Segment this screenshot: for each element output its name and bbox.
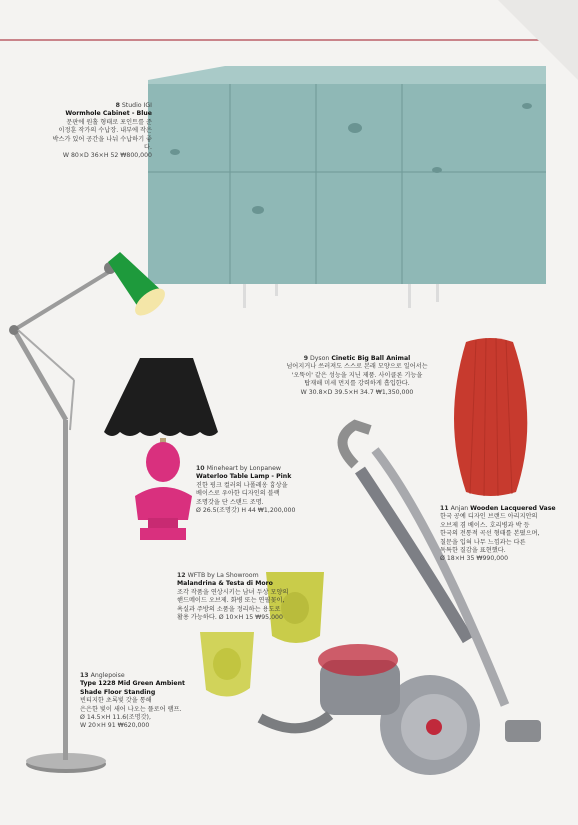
product-desc-line: 독특한 질감을 표현했다. [440,547,506,555]
caption-ceramic-heads [177,572,327,622]
product-desc-line: 박스가 있어 공간을 나눠 수납하기 좋다. [52,135,152,152]
product-spec: W 30.8×D 39.5×H 34.7 ₩1,350,000 [300,388,414,396]
product-desc-line: 핸드메이드 오브제. 화병 또는 연필꽂이, [177,597,285,605]
product-number: 8 [115,102,120,109]
product-name: Malandrina & Testa di Moro [177,580,273,588]
product-desc-line: 한국 공예 디자인 브랜드 아리지안의 [440,513,538,521]
caption-lacquered-vase [440,505,572,564]
product-number: 13 [80,672,89,679]
product-spec: Ø 26.5(조명갓) H 44 ₩1,200,000 [196,507,296,515]
product-desc-line: 오브제 겸 베이스. 호리병과 박 등 [440,521,530,529]
product-desc-line: 넘어지거나 쓰러져도 스스로 본래 모양으로 일어서는 [286,363,428,371]
product-desc-line: 진한 핑크 컬러의 나폴레옹 흉상을 [196,481,288,489]
caption-anglepoise-lamp [80,672,192,731]
product-name: Wormhole Cabinet - Blue [65,110,152,118]
product-number: 9 [303,355,309,362]
product-name: Wooden Lacquered Vase [470,505,556,512]
lacquered-vase-image [454,338,527,496]
product-desc-line: 베이스로 우아한 디자인의 블랙 [196,490,280,498]
product-spec: W 20×H 91 ₩620,000 [80,722,150,730]
product-desc-line: 조각 작품을 연상시키는 남녀 두상 모양의 [177,588,289,596]
product-desc-line: 이정훈 작가의 수납장. 내부에 작은 [58,127,152,135]
product-desc-line: 빈티지한 초록빛 갓을 통해 [80,697,152,705]
product-brand: Anjan [450,505,469,512]
product-brand: Dyson [310,355,330,362]
product-name: Cinetic Big Ball Animal [331,355,411,362]
product-desc-line: 한국의 전통적 곡선 형태를 본떴으며, [440,530,540,538]
product-name: Waterloo Table Lamp - Pink [196,473,292,481]
product-number: 10 [196,465,205,472]
product-number: 11 [440,505,449,512]
product-desc-line: 욕실과 주방의 소품을 정리하는 용도로 [177,605,281,613]
product-desc-line: 문판에 원홀 형태로 포인트를 준 [66,118,152,126]
product-brand: Mineheart by Lonpanew [206,465,281,472]
product-brand: Studio IGI [121,102,152,109]
product-desc-line: 탑재해 미세 먼지를 강력하게 흡입한다. [304,380,410,388]
product-name: Type 1228 Mid Green Ambient Shade Floor Standing [80,680,185,696]
caption-wormhole-cabinet [52,102,152,161]
product-desc-line: 은은한 빛이 새어 나오는 플로어 램프. [80,705,182,713]
product-desc-line: 활용 가능하다. [177,614,217,622]
product-desc-line: 조명갓을 단 스탠드 조명. [196,498,264,506]
caption-dyson-vacuum [282,355,432,397]
product-spec: Ø 14.5×H 11.6(조명갓), [80,714,151,722]
product-spec: Ø 18×H 35 ₩990,000 [440,555,509,563]
caption-waterloo-lamp [196,465,326,515]
product-desc-line: 칠문을 입혀 나무 느낌과는 다른 [440,538,526,546]
product-brand: Anglepoise [90,672,125,679]
product-brand: WFTB by La Showroom [187,572,259,579]
product-number: 12 [177,572,186,579]
product-spec: W 80×D 36×H 52 ₩800,000 [62,152,152,160]
product-desc-line: '오뚝이' 같은 성능을 지닌 제품. 사이클론 기능을 [291,371,423,379]
product-spec: Ø 10×H 15 ₩95,000 [218,614,283,622]
wormhole-cabinet-image [148,66,546,308]
